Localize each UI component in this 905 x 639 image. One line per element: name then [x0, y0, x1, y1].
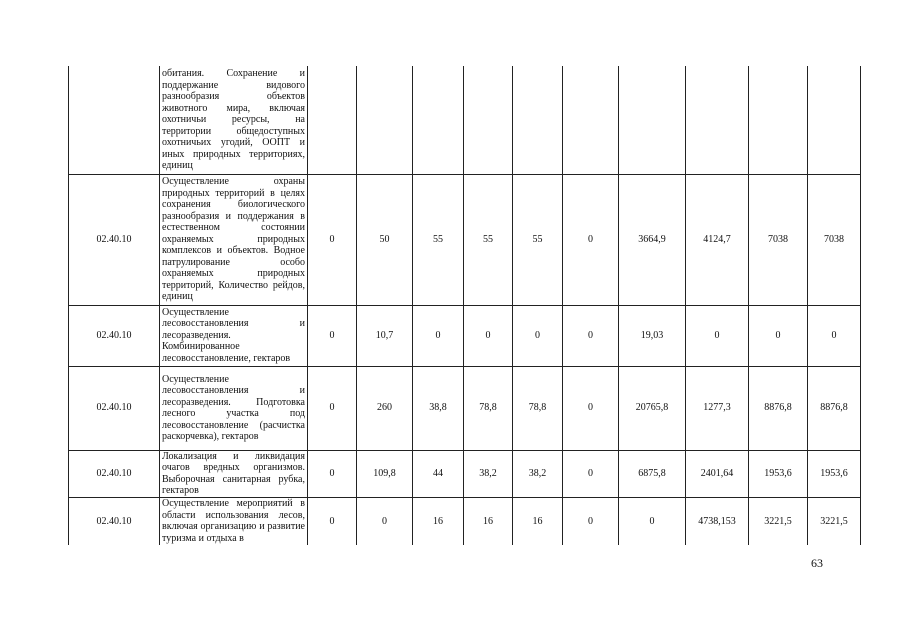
value-cell — [308, 66, 357, 174]
value-cell: 0 — [563, 174, 619, 305]
value-cell: 7038 — [749, 174, 808, 305]
value-cell: 0 — [619, 497, 686, 545]
value-cell: 1953,6 — [808, 450, 861, 497]
value-cell: 4738,153 — [686, 497, 749, 545]
value-cell — [464, 66, 513, 174]
value-cell: 0 — [308, 305, 357, 366]
value-cell: 50 — [357, 174, 413, 305]
value-cell: 55 — [513, 174, 563, 305]
value-cell — [513, 66, 563, 174]
row-code: 02.40.10 — [69, 497, 160, 545]
value-cell: 55 — [464, 174, 513, 305]
table-row — [69, 497, 861, 545]
value-cell — [808, 66, 861, 174]
value-cell: 2401,64 — [686, 450, 749, 497]
value-cell — [749, 66, 808, 174]
value-cell: 0 — [808, 305, 861, 366]
value-cell: 16 — [413, 497, 464, 545]
value-cell: 8876,8 — [808, 366, 861, 450]
row-description: Осуществление лесовосстановления и лесоразведения. Подготовка лесного участка под лесовосстановление (расчистка раскорчевка), гектаров — [160, 366, 308, 450]
value-cell: 0 — [563, 497, 619, 545]
page-number: 63 — [811, 556, 823, 570]
row-description: Локализация и ликвидация очагов вредных организмов. Выборочная санитарная рубка, гектаров — [160, 450, 308, 497]
table-row — [69, 66, 861, 174]
value-cell: 0 — [464, 305, 513, 366]
value-cell: 16 — [464, 497, 513, 545]
value-cell: 78,8 — [464, 366, 513, 450]
value-cell: 0 — [563, 450, 619, 497]
value-cell: 16 — [513, 497, 563, 545]
value-cell: 0 — [686, 305, 749, 366]
value-cell: 0 — [357, 497, 413, 545]
value-cell: 19,03 — [619, 305, 686, 366]
value-cell: 38,8 — [413, 366, 464, 450]
value-cell: 4124,7 — [686, 174, 749, 305]
table-row — [69, 174, 861, 305]
table-row — [69, 305, 861, 366]
value-cell: 0 — [413, 305, 464, 366]
value-cell: 20765,8 — [619, 366, 686, 450]
table-body — [69, 66, 861, 545]
value-cell: 0 — [749, 305, 808, 366]
value-cell: 0 — [308, 366, 357, 450]
table-row — [69, 450, 861, 497]
value-cell: 3221,5 — [749, 497, 808, 545]
value-cell: 0 — [563, 366, 619, 450]
row-description: Осуществление лесовосстановления и лесоразведения. Комбинированное лесовосстановление, гектаров — [160, 305, 308, 366]
value-cell — [357, 66, 413, 174]
value-cell: 55 — [413, 174, 464, 305]
row-description: обитания. Сохранение и поддержание видового разнообразия объектов животного мира, включая охотничьи ресурсы, на территории общедоступных охотничьих угодий, ООПТ и иных природных территориях, единиц — [160, 66, 308, 174]
row-description: Осуществление охраны природных территорий в целях сохранения биологического разнообразия и поддержания в естественном состоянии охраняемых природных комплексов и объектов. Водное патрулирование особо охраняемых природных территорий, Количество рейдов, единиц — [160, 174, 308, 305]
value-cell: 3221,5 — [808, 497, 861, 545]
row-code: 02.40.10 — [69, 450, 160, 497]
value-cell: 38,2 — [513, 450, 563, 497]
row-code — [69, 66, 160, 174]
value-cell: 1277,3 — [686, 366, 749, 450]
budget-table — [68, 66, 861, 545]
value-cell: 78,8 — [513, 366, 563, 450]
value-cell: 0 — [563, 305, 619, 366]
value-cell — [563, 66, 619, 174]
value-cell: 1953,6 — [749, 450, 808, 497]
value-cell: 6875,8 — [619, 450, 686, 497]
value-cell — [413, 66, 464, 174]
value-cell: 8876,8 — [749, 366, 808, 450]
value-cell: 44 — [413, 450, 464, 497]
table-row — [69, 366, 861, 450]
value-cell: 109,8 — [357, 450, 413, 497]
row-code: 02.40.10 — [69, 174, 160, 305]
value-cell: 10,7 — [357, 305, 413, 366]
value-cell: 260 — [357, 366, 413, 450]
value-cell — [686, 66, 749, 174]
value-cell: 0 — [308, 174, 357, 305]
value-cell: 0 — [308, 450, 357, 497]
value-cell — [619, 66, 686, 174]
row-code: 02.40.10 — [69, 305, 160, 366]
value-cell: 38,2 — [464, 450, 513, 497]
value-cell: 3664,9 — [619, 174, 686, 305]
value-cell: 7038 — [808, 174, 861, 305]
row-description: Осуществление мероприятий в области использования лесов, включая организацию и развитие туризма и отдыха в — [160, 497, 308, 545]
value-cell: 0 — [308, 497, 357, 545]
row-code: 02.40.10 — [69, 366, 160, 450]
value-cell: 0 — [513, 305, 563, 366]
